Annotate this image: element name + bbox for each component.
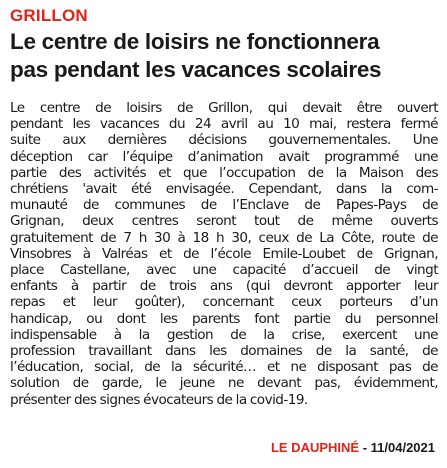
publication-date: 11/04/2021 <box>370 440 435 455</box>
body-line: indispensable à la gestion de la crise, exercent une <box>10 326 438 343</box>
body-line: gratuitement de 7 h 30 à 18 h 30, ceux de La Côte, route de <box>10 229 438 246</box>
section-rubric: GRILLON <box>10 6 88 25</box>
body-line: munauté de communes de l’Enclave de Papes-Pays de <box>10 197 438 214</box>
body-line: déception car l’équipe d’animation avait programmé une <box>10 148 438 165</box>
headline-line: Le centre de loisirs ne fonctionnera <box>10 29 380 54</box>
credit-separator: - <box>359 440 371 455</box>
article-body <box>10 100 438 408</box>
source-credit <box>271 440 435 456</box>
body-line: l’éducation, social, de la sécurité… et ne disposant pas de <box>10 359 438 376</box>
headline-line: pas pendant les vacances scolaires <box>10 57 382 82</box>
publication-name: LE DAUPHINÉ <box>270 440 360 455</box>
body-line: place Castellane, avec une capacité d’accueil de vingt <box>10 262 438 279</box>
body-line: pendant les vacances du 24 avril au 10 mai, restera fermé <box>10 116 438 133</box>
body-line: profession travaillant dans les domaines de la santé, de <box>10 343 438 360</box>
body-line: présenter des signes évocateurs de la covid-19. <box>10 391 308 408</box>
body-line: suite aux dernières décisions gouvernementales. Une <box>10 132 438 149</box>
body-line: enfants à partir de trois ans (qui devront apporter leur <box>10 278 438 295</box>
body-line: repas et leur goûter), concernant ceux porteurs d’un <box>10 294 438 311</box>
headline <box>10 28 440 84</box>
body-line: Vinsobres à Valréas et de l’école Emile-Loubet de Grignan, <box>10 245 438 262</box>
body-line: partie des activités et que l’occupation de la Maison des <box>10 164 438 181</box>
body-line: chrétiens 'avait été envisagée. Cependant, dans la com- <box>10 181 438 198</box>
body-line: Le centre de loisirs de Grillon, qui devait être ouvert <box>10 100 438 116</box>
body-line: handicap, ou dont les parents font partie du personnel <box>10 310 438 327</box>
body-line: Grignan, deux centres seront tout de même ouverts <box>10 213 438 230</box>
body-line: solution de garde, le jeune ne devant pas, évidemment, <box>10 375 438 392</box>
